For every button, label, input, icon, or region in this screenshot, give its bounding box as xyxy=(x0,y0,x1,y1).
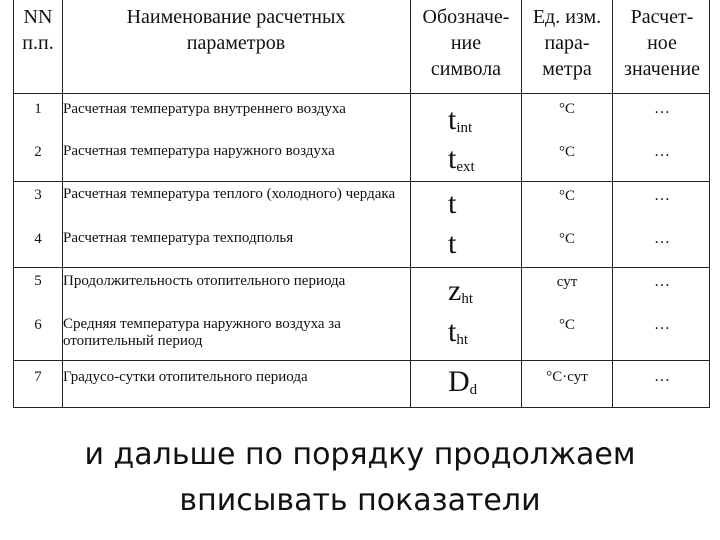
row-symbol xyxy=(411,315,521,349)
row-parameter: Расчетная температура техподполья xyxy=(63,230,294,246)
header-value xyxy=(613,4,711,82)
row-symbol xyxy=(411,103,521,137)
row-unit: °C xyxy=(558,101,575,117)
row-unit: °C xyxy=(558,317,575,333)
header-num xyxy=(14,4,62,56)
header-symbol-line: символа xyxy=(430,58,502,80)
header-symbol xyxy=(410,4,522,82)
row-number: 5 xyxy=(34,273,42,289)
row-unit: °C·сут xyxy=(546,369,588,385)
row-parameter: Средняя температура наружного воздуха за отопительный период xyxy=(63,316,341,349)
row-parameter: Расчетная температура теплого (холодного) чердака xyxy=(63,186,396,202)
symbol-subscript: d xyxy=(469,382,478,398)
row-symbol xyxy=(411,187,521,221)
row-symbol xyxy=(411,274,521,308)
row-parameter: Расчетная температура наружного воздуха xyxy=(63,143,335,159)
row-value: … xyxy=(654,273,670,290)
row-value: … xyxy=(654,230,670,247)
row-number: 1 xyxy=(34,101,42,117)
row-symbol xyxy=(411,365,521,399)
row-parameter: Градусо-сутки отопительного периода xyxy=(63,369,308,385)
symbol-letter: t xyxy=(448,103,457,136)
row-number: 4 xyxy=(34,231,42,247)
row-symbol xyxy=(411,227,521,261)
row-value: … xyxy=(654,187,670,204)
row-value: … xyxy=(654,368,670,385)
symbol-letter: D xyxy=(448,365,470,398)
header-unit-line: пара- xyxy=(544,32,590,54)
row-unit: сут xyxy=(556,274,578,290)
row-parameter: Расчетная температура внутреннего воздуха xyxy=(63,101,346,117)
header-param-line: Наименование расчетных xyxy=(126,6,346,28)
symbol-subscript: ht xyxy=(461,291,473,307)
row-value: … xyxy=(654,316,670,333)
header-value-line: ное xyxy=(647,32,677,54)
row-value: … xyxy=(654,100,670,117)
caption-line: и дальше по порядку продолжаем xyxy=(84,437,636,472)
parameters-table xyxy=(13,0,710,408)
symbol-subscript: ext xyxy=(456,159,475,175)
symbol-letter: t xyxy=(448,187,457,220)
header-value-line: Расчет- xyxy=(630,6,694,28)
row-divider xyxy=(14,267,709,268)
symbol-letter: t xyxy=(448,142,457,175)
row-number: 3 xyxy=(34,187,42,203)
symbol-subscript: int xyxy=(456,120,473,136)
row-value: … xyxy=(654,143,670,160)
header-unit xyxy=(522,4,612,82)
header-param xyxy=(63,4,409,56)
symbol-letter: t xyxy=(448,227,457,260)
caption xyxy=(0,432,720,524)
row-divider xyxy=(14,360,709,361)
header-symbol-line: ние xyxy=(450,32,482,54)
symbol-letter: z xyxy=(448,274,462,307)
header-param-line: параметров xyxy=(186,32,286,54)
caption-line: вписывать показатели xyxy=(179,483,541,518)
row-unit: °C xyxy=(558,231,575,247)
row-number: 2 xyxy=(34,144,42,160)
symbol-letter: t xyxy=(448,315,457,348)
row-parameter: Продолжительность отопительного периода xyxy=(63,273,346,289)
header-value-line: значение xyxy=(624,58,700,80)
row-divider xyxy=(14,181,709,182)
row-number: 7 xyxy=(34,369,42,385)
header-symbol-line: Обозначе- xyxy=(422,6,510,28)
row-symbol xyxy=(411,142,521,176)
row-unit: °C xyxy=(558,188,575,204)
row-divider xyxy=(14,93,709,94)
header-num-line: п.п. xyxy=(22,32,54,54)
row-unit: °C xyxy=(558,144,575,160)
header-unit-line: Ед. изм. xyxy=(532,6,602,28)
header-num-line: NN xyxy=(23,6,53,28)
symbol-subscript: ht xyxy=(456,332,469,348)
row-number: 6 xyxy=(34,317,42,333)
header-unit-line: метра xyxy=(542,58,592,80)
